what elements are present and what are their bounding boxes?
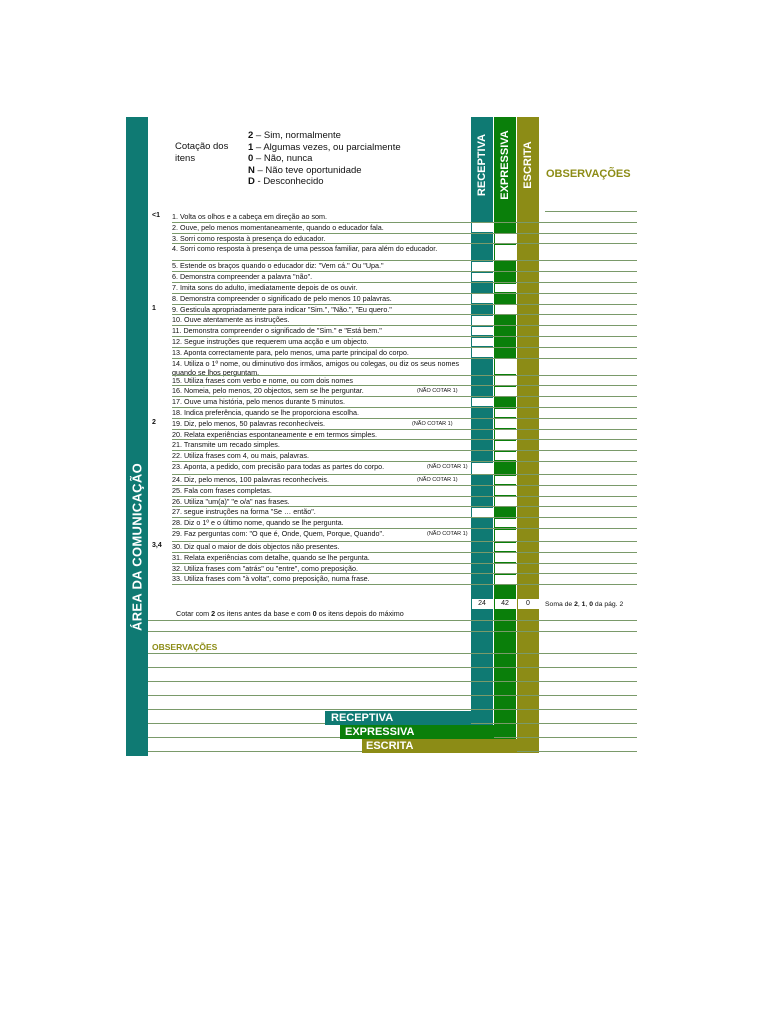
answer-cell[interactable] xyxy=(472,508,494,517)
item-row xyxy=(172,419,470,428)
item-text: 19. Diz, pelo menos, 50 palavras reconhecíveis. xyxy=(172,418,326,428)
item-text: 31. Relata experiências com detalhe, quando se lhe pergunta. xyxy=(172,552,370,562)
column-label-escrita: ESCRITA xyxy=(522,141,534,189)
nao-cotar-note: (NÃO COTAR 1) xyxy=(417,388,458,395)
item-text: 15. Utiliza frases com verbo e nome, ou com dois nomes xyxy=(172,375,353,385)
item-text: 6. Demonstra compreender a palavra "não". xyxy=(172,272,313,282)
item-row xyxy=(172,574,470,583)
bar-receptiva: RECEPTIVA xyxy=(325,711,471,725)
item-row xyxy=(172,397,470,406)
level-marker: 1 xyxy=(152,304,156,312)
observacoes-line xyxy=(148,653,637,654)
observacoes-header: OBSERVAÇÕES xyxy=(546,168,631,180)
item-row xyxy=(172,305,470,314)
answer-cell[interactable] xyxy=(472,223,494,232)
item-row xyxy=(172,294,470,303)
answer-cell[interactable] xyxy=(495,430,517,439)
legend-item: D - Desconhecido xyxy=(248,176,324,187)
column-header-escrita xyxy=(517,117,539,213)
item-text: 10. Ouve atentamente as instruções. xyxy=(172,315,290,325)
item-row xyxy=(172,440,470,449)
item-row xyxy=(172,462,470,471)
legend-item: 2 – Sim, normalmente xyxy=(248,130,341,141)
answer-cell[interactable] xyxy=(495,305,517,314)
item-row xyxy=(172,376,470,385)
item-row xyxy=(172,272,470,281)
answer-cell[interactable] xyxy=(495,419,517,428)
answer-cell[interactable] xyxy=(472,294,494,303)
answer-cell[interactable] xyxy=(495,530,517,541)
level-marker: <1 xyxy=(152,212,160,219)
item-text: 23. Aponta, a pedido, com precisão para todas as partes do corpo. xyxy=(172,462,385,471)
item-row xyxy=(172,283,470,292)
answer-cell[interactable] xyxy=(495,441,517,450)
item-row xyxy=(172,542,470,551)
answer-cell[interactable] xyxy=(472,398,494,407)
item-row xyxy=(172,529,470,538)
item-row xyxy=(172,497,470,506)
answer-cell[interactable] xyxy=(472,316,494,325)
cotacao-label: Cotação dos itens xyxy=(175,141,229,164)
item-text: 11. Demonstra compreender o significado de "Sim." e "Está bem." xyxy=(172,326,382,336)
item-text: 21. Transmite um recado simples. xyxy=(172,440,280,450)
answer-cell[interactable] xyxy=(472,338,494,347)
row-divider xyxy=(172,584,637,585)
answer-cell[interactable] xyxy=(472,348,494,357)
item-text: 24. Diz, pelo menos, 100 palavras reconhecíveis. xyxy=(172,475,330,484)
item-row xyxy=(172,486,470,495)
item-row xyxy=(172,348,470,357)
answer-cell[interactable] xyxy=(495,497,517,506)
answer-cell[interactable] xyxy=(495,476,517,485)
answer-cell[interactable] xyxy=(495,234,517,243)
cotacao-legend xyxy=(248,130,401,188)
observacoes-line xyxy=(148,709,637,710)
item-row xyxy=(172,430,470,439)
column-header-expressiva xyxy=(494,117,516,213)
level-marker: 3,4 xyxy=(152,542,162,549)
answer-cell[interactable] xyxy=(495,409,517,418)
answer-cell[interactable] xyxy=(495,543,517,552)
item-row xyxy=(172,408,470,417)
item-row xyxy=(172,212,470,221)
item-row xyxy=(172,507,470,516)
answer-cell[interactable] xyxy=(495,564,517,573)
column-header-receptiva xyxy=(471,117,493,213)
answer-cell[interactable] xyxy=(495,553,517,562)
total-expressiva: 42 xyxy=(501,600,509,607)
item-row xyxy=(172,518,470,527)
observacoes-line xyxy=(148,631,637,632)
item-row xyxy=(172,386,470,395)
observacoes-line xyxy=(148,620,637,621)
nao-cotar-note: (NÃO COTAR 1) xyxy=(427,464,468,470)
item-text: 1. Volta os olhos e a cabeça em direção ao som. xyxy=(172,212,328,221)
item-row xyxy=(172,337,470,346)
item-row xyxy=(172,261,470,270)
legend-item: 0 – Não, nunca xyxy=(248,153,313,164)
item-text: 18. Indica preferência, quando se lhe proporciona escolha. xyxy=(172,408,360,417)
item-text: 28. Diz o 1º e o último nome, quando se lhe pergunta. xyxy=(172,518,344,528)
total-receptiva: 24 xyxy=(478,600,486,607)
item-text: 2. Ouve, pelo menos momentaneamente, quando o educador fala. xyxy=(172,222,384,232)
answer-cell[interactable] xyxy=(472,327,494,336)
level-marker: 2 xyxy=(152,418,156,426)
item-text: 5. Estende os braços quando o educador diz: "Vem cá." Ou "Upa." xyxy=(172,261,384,271)
row-divider xyxy=(545,211,637,212)
item-text: 22. Utiliza frases com 4, ou mais, palavras. xyxy=(172,451,310,461)
nao-cotar-note: (NÃO COTAR 1) xyxy=(417,477,458,483)
item-text: 29. Faz perguntas com: "O que é, Onde, Quem, Porque, Quando". xyxy=(172,529,385,538)
observacoes-line xyxy=(148,681,637,682)
answer-cell[interactable] xyxy=(495,452,517,461)
item-text: 26. Utiliza "um(a)" "e o/a" nas frases. xyxy=(172,496,290,506)
legend-item: N – Não teve oportunidade xyxy=(248,164,362,176)
answer-cell[interactable] xyxy=(472,463,494,474)
item-row xyxy=(172,553,470,562)
item-text: 33. Utiliza frases com "à volta", como preposição, numa frase. xyxy=(172,574,370,584)
bar-expressiva: EXPRESSIVA xyxy=(340,725,494,739)
observacoes-line xyxy=(148,695,637,696)
item-row xyxy=(172,564,470,573)
item-row xyxy=(172,223,470,232)
soma-note: Soma de 2, 1, 0 da pág. 2 xyxy=(545,601,624,608)
item-row xyxy=(172,315,470,324)
answer-cell[interactable] xyxy=(495,387,517,396)
bar-escrita: ESCRITA xyxy=(362,739,517,753)
nao-cotar-note: (NÃO COTAR 1) xyxy=(412,420,453,427)
item-text: 3. Sorri como resposta à presença do educador. xyxy=(172,233,326,243)
column-label-expressiva: EXPRESSIVA xyxy=(499,130,511,200)
column-label-receptiva: RECEPTIVA xyxy=(476,133,488,197)
cotar-note: Cotar com 2 os itens antes da base e com 0 os itens depois do máximo xyxy=(176,609,404,618)
item-text: 30. Diz qual o maior de dois objectos não presentes. xyxy=(172,542,340,551)
item-text: 8. Demonstra compreender o significado de pelo menos 10 palavras. xyxy=(172,293,392,303)
sidebar-label: ÁREA DA COMUNICAÇÃO xyxy=(129,463,145,631)
item-row xyxy=(172,475,470,484)
item-text: 17. Ouve uma história, pelo menos durante 5 minutos. xyxy=(172,397,345,407)
answer-cell[interactable] xyxy=(495,376,517,385)
item-text: 27. segue instruções na forma "Se … então". xyxy=(172,507,316,517)
item-row xyxy=(172,234,470,243)
item-text: 20. Relata experiências espontaneamente e em termos simples. xyxy=(172,429,377,439)
answer-cell[interactable] xyxy=(472,262,494,271)
item-text: 13. Aponta correctamente para, pelo menos, uma parte principal do corpo. xyxy=(172,347,409,357)
observacoes-line xyxy=(148,667,637,668)
answer-cell[interactable] xyxy=(495,284,517,293)
item-text: 32. Utiliza frases com "atrás" ou "entre", como preposição. xyxy=(172,563,358,573)
nao-cotar-note: (NÃO COTAR 1) xyxy=(427,531,468,537)
item-row xyxy=(172,326,470,335)
item-text: 4. Sorri como resposta à presença de uma pessoa familiar, para além do educador. xyxy=(172,244,438,254)
total-escrita: 0 xyxy=(526,600,530,607)
answer-cell[interactable] xyxy=(495,519,517,528)
item-text: 12. Segue instruções que requerem uma acção e um objecto. xyxy=(172,337,369,346)
item-row xyxy=(172,451,470,460)
observacoes-footer: OBSERVAÇÕES xyxy=(152,642,218,652)
answer-cell[interactable] xyxy=(495,245,517,260)
item-row xyxy=(172,244,470,253)
answer-cell[interactable] xyxy=(495,575,517,584)
legend-item: 1 – Algumas vezes, ou parcialmente xyxy=(248,141,401,153)
item-text: 9. Gesticula apropriadamente para indicar "Sim.", "Não.", "Eu quero." xyxy=(172,304,392,314)
answer-cell[interactable] xyxy=(495,486,517,495)
item-text: 14. Utiliza o 1º nome, ou diminutivo dos irmãos, amigos ou colegas, ou diz os seus nomes quando se lhos perguntam. xyxy=(172,358,460,377)
sidebar-area-comunicacao xyxy=(126,117,148,756)
answer-cell[interactable] xyxy=(495,359,517,374)
item-text: 16. Nomeia, pelo menos, 20 objectos, sem se lhe perguntar. xyxy=(172,386,364,396)
item-text: 25. Fala com frases completas. xyxy=(172,485,272,495)
answer-cell[interactable] xyxy=(472,273,494,282)
item-text: 7. Imita sons do adulto, imediatamente depois de os ouvir. xyxy=(172,283,358,292)
